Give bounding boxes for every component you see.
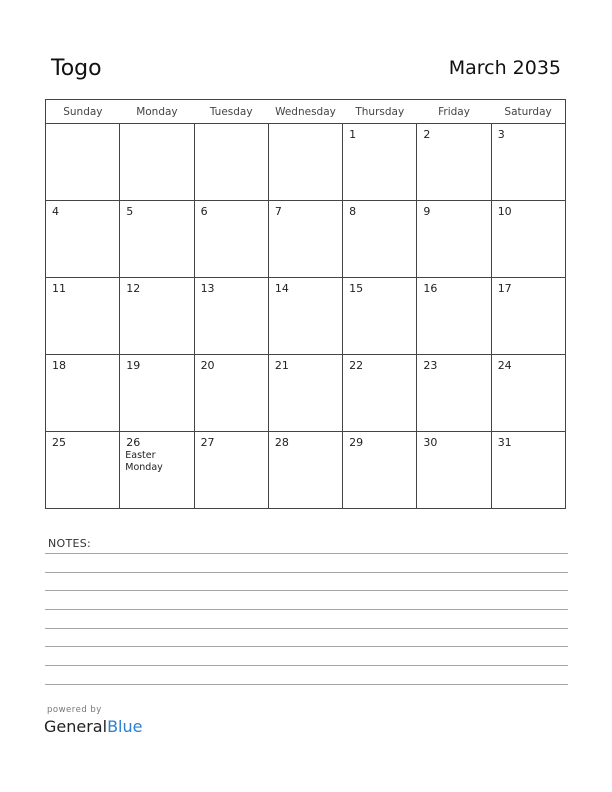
- day-number: 21: [274, 359, 289, 372]
- day-number: 2: [423, 128, 431, 141]
- weekday-header: Tuesday: [194, 100, 268, 124]
- day-number: 25: [52, 436, 66, 449]
- day-cell: [491, 278, 565, 355]
- day-number: 28: [274, 436, 289, 449]
- week-row: [46, 124, 566, 201]
- day-number: 8: [349, 205, 357, 218]
- day-cell: [268, 201, 342, 278]
- day-number: 20: [200, 359, 215, 372]
- day-cell: [194, 355, 268, 432]
- notes-label: NOTES:: [48, 537, 92, 550]
- day-cell: [46, 355, 120, 432]
- weekday-header-row: [46, 100, 566, 124]
- day-cell: [194, 124, 268, 201]
- day-number: 3: [497, 128, 505, 141]
- day-number: 13: [200, 282, 215, 295]
- day-number: 9: [423, 205, 431, 218]
- day-cell: [491, 355, 565, 432]
- day-cell: [343, 201, 417, 278]
- weekday-header: Saturday: [491, 100, 565, 124]
- day-cell: [417, 355, 491, 432]
- day-cell: [268, 278, 342, 355]
- day-number: 1: [349, 128, 357, 141]
- day-number: 27: [200, 436, 215, 449]
- holiday-label: Easter Monday: [125, 450, 163, 473]
- day-cell: [417, 432, 491, 509]
- note-line: [45, 609, 568, 610]
- day-number: 14: [274, 282, 289, 295]
- day-number: 19: [126, 359, 141, 372]
- brand-general-text: General: [44, 717, 108, 736]
- day-cell: [343, 278, 417, 355]
- day-number: 11: [52, 282, 66, 295]
- day-number: 29: [349, 436, 364, 449]
- calendar-grid: [45, 99, 566, 509]
- day-cell: [417, 278, 491, 355]
- note-line: [45, 628, 568, 629]
- day-number: 10: [497, 205, 512, 218]
- day-cell: [120, 432, 194, 509]
- weekday-header: Thursday: [343, 100, 417, 124]
- day-cell: [46, 124, 120, 201]
- day-number: 4: [52, 205, 59, 218]
- day-cell: [343, 355, 417, 432]
- day-cell: [194, 201, 268, 278]
- weekday-header: Wednesday: [268, 100, 342, 124]
- day-number: 22: [349, 359, 364, 372]
- day-number: 15: [349, 282, 364, 295]
- powered-by-text: powered by: [47, 705, 102, 715]
- generalblue-logo: [44, 717, 142, 736]
- day-cell: [194, 278, 268, 355]
- day-cell: [120, 124, 194, 201]
- day-cell: [268, 124, 342, 201]
- day-cell: [343, 124, 417, 201]
- week-row: [46, 355, 566, 432]
- day-cell: [194, 432, 268, 509]
- day-cell: [120, 278, 194, 355]
- day-cell: [120, 201, 194, 278]
- note-line: [45, 684, 568, 685]
- day-cell: [46, 432, 120, 509]
- note-line: [45, 572, 568, 573]
- day-cell: [120, 355, 194, 432]
- weekday-header: Monday: [120, 100, 194, 124]
- day-cell: [417, 201, 491, 278]
- day-number: 18: [52, 359, 66, 372]
- day-cell: [46, 201, 120, 278]
- week-row: [46, 432, 566, 509]
- day-number: 7: [274, 205, 282, 218]
- note-line: [45, 646, 568, 647]
- note-line: [45, 590, 568, 591]
- weekday-header: Friday: [417, 100, 491, 124]
- day-number: 30: [423, 436, 438, 449]
- day-number: 26: [126, 436, 141, 449]
- day-cell: [343, 432, 417, 509]
- day-number: 12: [126, 282, 141, 295]
- day-cell: [491, 201, 565, 278]
- note-line: [45, 553, 568, 554]
- week-row: [46, 278, 566, 355]
- day-number: 24: [497, 359, 512, 372]
- day-number: 31: [497, 436, 512, 449]
- day-cell: [268, 355, 342, 432]
- note-line: [45, 665, 568, 666]
- day-number: 23: [423, 359, 438, 372]
- weekday-header: Sunday: [46, 100, 120, 124]
- day-cell: [46, 278, 120, 355]
- brand-blue-text: Blue: [107, 717, 143, 736]
- day-number: 17: [497, 282, 512, 295]
- month-year-title: March 2035: [448, 57, 561, 79]
- day-number: 5: [126, 205, 134, 218]
- day-cell: [491, 124, 565, 201]
- day-number: 16: [423, 282, 438, 295]
- day-cell: [268, 432, 342, 509]
- day-cell: [491, 432, 565, 509]
- day-cell: [417, 124, 491, 201]
- day-number: 6: [200, 205, 208, 218]
- week-row: [46, 201, 566, 278]
- country-title: Togo: [51, 56, 102, 81]
